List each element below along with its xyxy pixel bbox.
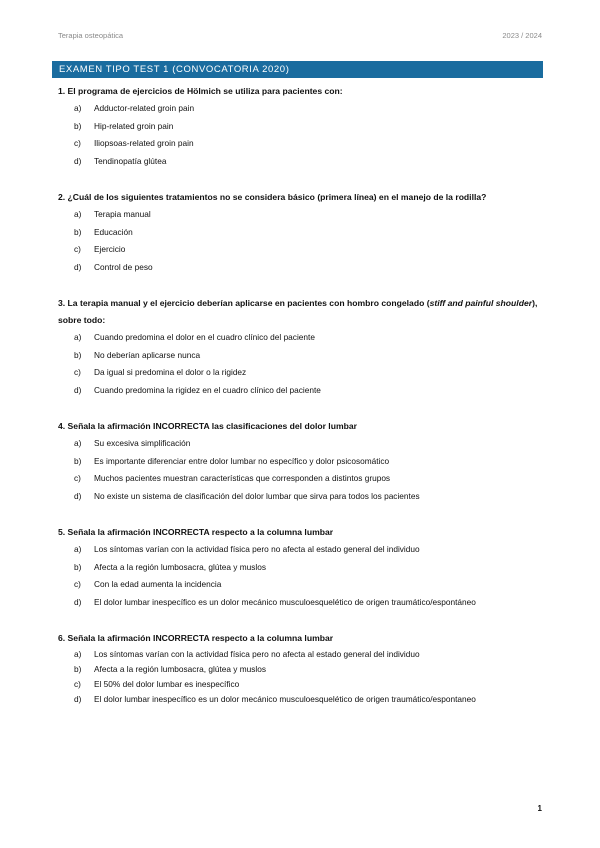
option: b) Es importante diferenciar entre dolor lumbar no específico y dolor psicosomático (74, 455, 390, 466)
option: d) Cuando predomina la rigidez en el cuadro clínico del paciente (74, 384, 321, 395)
question-title: 2. ¿Cuál de los siguientes tratamientos no se considera básico (primera línea) en el manejo de la rodilla? (58, 192, 487, 202)
question-title: 3. La terapia manual y el ejercicio deberían aplicarse en pacientes con hombro congelado (stiff and painful shoulder), sobre todo: (58, 298, 538, 325)
questions-list (58, 83, 542, 726)
option: b) Educación (74, 226, 133, 237)
question-6 (58, 630, 542, 707)
question-3 (58, 295, 542, 399)
question-title: 6. Señala la afirmación INCORRECTA respecto a la columna lumbar (58, 633, 334, 643)
option: a) Su excesiva simplificación (74, 438, 191, 448)
question-title: 5. Señala la afirmación INCORRECTA respecto a la columna lumbar (58, 527, 334, 537)
option: c) Iliopsoas-related groin pain (74, 138, 194, 148)
option: d) El dolor lumbar inespecífico es un dolor mecánico musculoesquelético de origen traumático/espontáneo (74, 596, 476, 607)
option: a) Terapia manual (74, 209, 151, 219)
exam-banner: EXAMEN TIPO TEST 1 (CONVOCATORIA 2020) (52, 61, 543, 78)
option: d) El dolor lumbar inespecífico es un dolor mecánico musculoesquelético de origen traumático/espontaneo (74, 694, 476, 704)
option: b) Afecta a la región lumbosacra, glútea y muslos (74, 664, 267, 674)
option: c) Da igual si predomina el dolor o la rigidez (74, 367, 247, 377)
option: c) El 50% del dolor lumbar es inespecífico (74, 679, 240, 689)
option: b) Hip-related groin pain (74, 120, 174, 131)
option: d) No existe un sistema de clasificación del dolor lumbar que sirva para todos los pacientes (74, 490, 420, 501)
header-right: 2023 / 2024 (502, 31, 542, 40)
question-5 (58, 524, 542, 611)
question-4 (58, 418, 542, 505)
option: d) Control de peso (74, 261, 153, 272)
option: c) Muchos pacientes muestran características que corresponden a distintos grupos (74, 473, 391, 483)
option: b) Afecta a la región lumbosacra, glútea y muslos (74, 561, 267, 572)
option: c) Ejercicio (74, 244, 126, 254)
option: a) Adductor-related groin pain (74, 103, 195, 113)
option: a) Los síntomas varían con la actividad física pero no afecta al estado general del individuo (74, 649, 420, 659)
header-left: Terapia osteopática (58, 31, 124, 40)
option: a) Cuando predomina el dolor en el cuadro clínico del paciente (74, 332, 315, 342)
option: c) Con la edad aumenta la incidencia (74, 579, 222, 589)
page-number: 1 (537, 804, 542, 813)
question-2 (58, 189, 542, 276)
question-title: 4. Señala la afirmación INCORRECTA las clasificaciones del dolor lumbar (58, 421, 357, 431)
question-1 (58, 83, 542, 170)
option: d) Tendinopatía glútea (74, 155, 167, 166)
option: b) No deberían aplicarse nunca (74, 349, 201, 360)
question-title: 1. El programa de ejercicios de Hölmich se utiliza para pacientes con: (58, 86, 343, 96)
option: a) Los síntomas varían con la actividad física pero no afecta al estado general del individuo (74, 544, 420, 554)
